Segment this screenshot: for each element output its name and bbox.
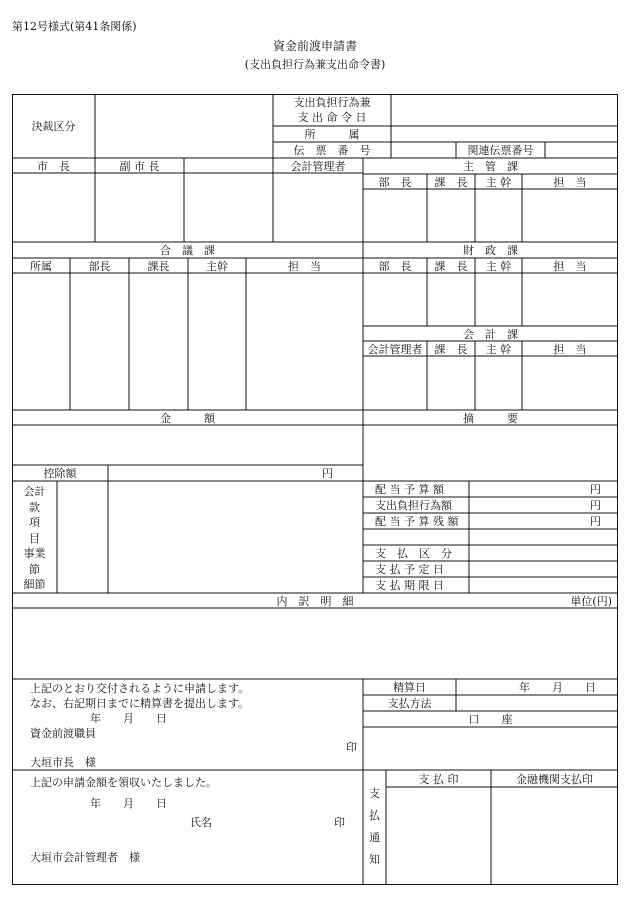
application-staff-label: 資金前渡職員 (30, 727, 96, 740)
zaisei-tanto-label: 担 当 (553, 260, 587, 273)
application-date: 年 月 日 (90, 712, 167, 725)
zaisei-title: 財 政 課 (463, 244, 518, 257)
account-label-kaikei: 会計 (23, 485, 46, 498)
uchiwake-meisai-title: 内 訳 明 細 (276, 595, 354, 608)
receipt-date: 年 月 日 (90, 797, 167, 810)
zaisei-shukan-label: 主 幹 (485, 260, 512, 273)
kojo-gaku-label: 控除額 (43, 467, 77, 480)
application-line-2: なお、右記期日までに精算書を提出します。 (30, 697, 250, 710)
kanren-denpyo-label: 関連伝票番号 (467, 144, 534, 157)
tekiyo-field[interactable] (363, 425, 618, 481)
shishutsu-label-1: 支出負担行為兼 (293, 96, 371, 109)
tekiyo-label: 摘 要 (463, 412, 518, 425)
gougi-shukan-label: 主幹 (206, 260, 228, 273)
kessai-kubun-label: 決裁区分 (31, 120, 76, 133)
account-label-saisetsu: 細節 (23, 578, 46, 591)
kaikei-shukan-label: 主 幹 (485, 343, 512, 356)
account-label-moku: 目 (29, 531, 40, 545)
account-label-jigyo: 事業 (23, 547, 46, 560)
seisan-bi-label: 精算日 (393, 681, 426, 694)
gougi-tanto-label: 担 当 (288, 260, 321, 273)
kaikei-title: 会 計 課 (463, 328, 518, 341)
account-label-kou: 項 (29, 516, 40, 529)
shukan-shukan-label: 主 幹 (485, 176, 512, 189)
shishutsu-futan-label: 支出負担行為額 (375, 499, 452, 512)
gougi-shozoku-label: 所属 (30, 260, 52, 273)
shiharai-in-stamp-area[interactable] (386, 787, 491, 885)
shishutsu-futan-yen: 円 (590, 499, 601, 512)
haitou-zangaku-yen: 円 (590, 515, 601, 528)
uchiwake-field[interactable] (12, 608, 618, 679)
haitou-zangaku-label: 配 当 予 算 残 額 (375, 515, 459, 528)
shiharai-kigenbi-label: 支 払 期 限 日 (375, 579, 444, 592)
gougi-bucho-label: 部長 (88, 260, 111, 273)
shukan-tanto-label: 担 当 (553, 176, 587, 189)
denpyo-bango-field[interactable] (391, 142, 456, 158)
koza-field[interactable] (363, 727, 618, 770)
shiharai-hoho-label: 支払方法 (387, 697, 432, 710)
gougi-kacho-label: 課長 (147, 260, 170, 273)
shozoku-field[interactable] (391, 126, 618, 142)
kinyu-kikan-label: 金融機関支払印 (516, 773, 593, 786)
payment-vertical-3: 通 (369, 831, 380, 844)
fukushicho-label: 副 市 長 (119, 160, 160, 173)
payment-vertical-1: 支 (369, 787, 380, 800)
zaisei-kacho-label: 課 長 (434, 260, 468, 273)
koza-label: 口 座 (468, 713, 513, 726)
shiharai-kubun-label: 支 払 区 分 (375, 547, 452, 560)
account-label-kan: 款 (29, 500, 40, 514)
shiharai-yoteibi-label: 支 払 予 定 日 (375, 563, 444, 576)
kojo-gaku-yen: 円 (322, 467, 333, 480)
kinyu-kikan-stamp-area[interactable] (491, 787, 618, 885)
application-addressee: 大垣市長 様 (30, 756, 96, 769)
form-title: 資金前渡申請書 (272, 39, 357, 53)
receipt-name-label: 氏名 (190, 816, 212, 829)
application-line-1: 上記のとおり交付されるように申請します。 (30, 682, 250, 695)
receipt-addressee: 大垣市会計管理者 様 (30, 851, 140, 864)
gougi-title: 合 議 課 (160, 244, 215, 257)
form-subtitle: (支出負担行為兼支出命令書) (244, 58, 386, 71)
kaikei-tanto-label: 担 当 (553, 343, 587, 356)
seisan-bi-date: 年 月 日 (519, 681, 596, 694)
haitou-yosan-label: 配 当 予 算 額 (375, 483, 444, 496)
kaikei-kacho-label: 課 長 (434, 343, 468, 356)
denpyo-bango-label: 伝 票 番 号 (293, 144, 371, 157)
shiharai-in-label: 支 払 印 (418, 773, 459, 786)
shukan-kacho-label: 課 長 (434, 176, 468, 189)
shicho-label: 市 長 (37, 160, 70, 173)
form-number: 第12号様式(第41条関係) (12, 20, 137, 33)
kaikei-kanrisha-label: 会計管理者 (367, 343, 423, 356)
application-seal: 印 (346, 741, 357, 754)
shiharai-hoho-field[interactable] (456, 695, 618, 711)
kingaku-label: 金 額 (160, 412, 215, 425)
payment-vertical-2: 払 (369, 809, 380, 822)
zaisei-bucho-label: 部 長 (378, 260, 412, 273)
shukan-ka-label: 主 管 課 (463, 160, 518, 173)
unit-label: 単位(円) (570, 595, 612, 608)
receipt-line-1: 上記の申請金額を領収いたしました。 (30, 776, 217, 789)
kanren-denpyo-field[interactable] (545, 142, 618, 158)
shishutsu-date-field[interactable] (391, 94, 618, 126)
kaikei-kanrisha-label: 会計管理者 (290, 160, 346, 173)
account-label-setsu: 節 (29, 562, 40, 576)
kingaku-field[interactable] (12, 425, 363, 465)
shozoku-label: 所 属 (304, 128, 360, 141)
haitou-yosan-yen: 円 (590, 483, 601, 496)
shukan-bucho-label: 部 長 (378, 176, 412, 189)
shishutsu-label-2: 支 出 命 令 日 (297, 111, 367, 124)
receipt-seal: 印 (334, 816, 345, 829)
payment-vertical-4: 知 (369, 853, 380, 866)
